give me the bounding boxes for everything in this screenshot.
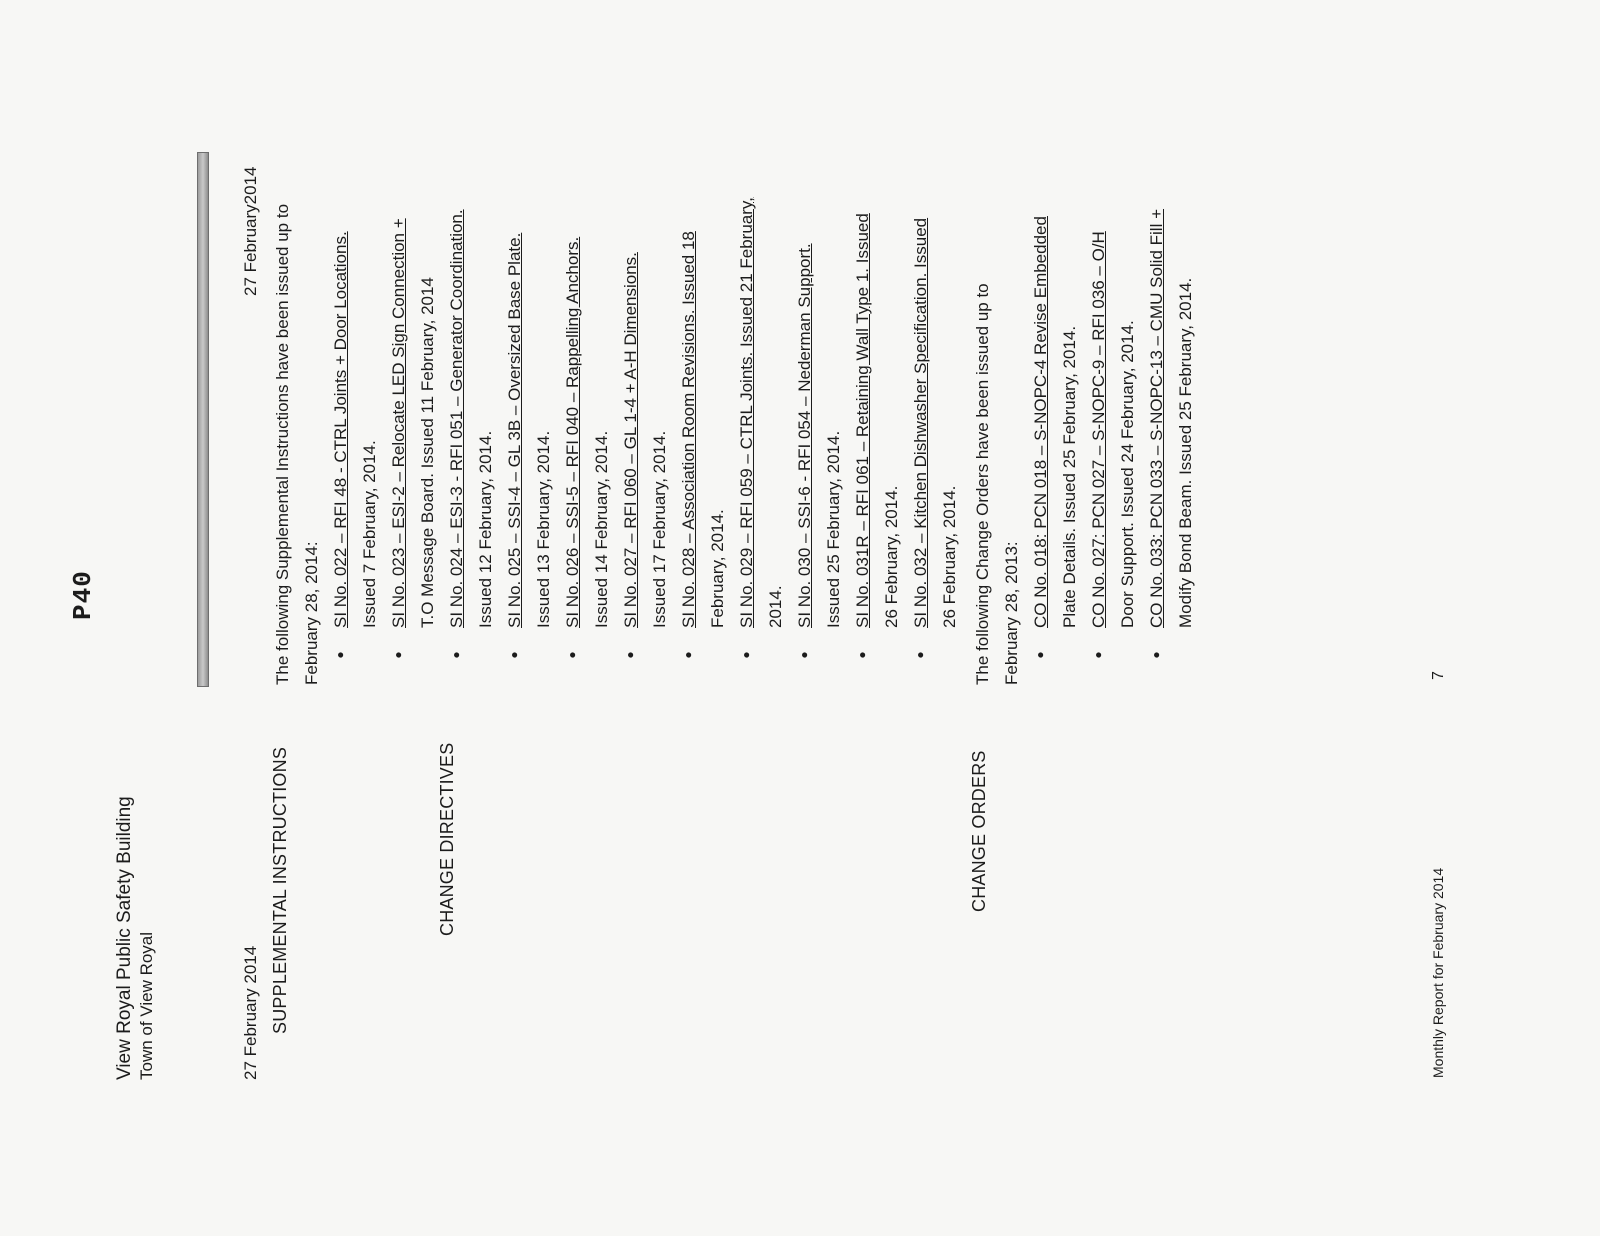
supplemental-list-block bbox=[268, 197, 964, 685]
bullet-icon: ● bbox=[623, 651, 637, 659]
si-link[interactable]: SI No. 027 – RFI 060 – GL 1-4 + A-H Dimensions. bbox=[621, 252, 640, 628]
org-title: View Royal Public Safety Building bbox=[114, 796, 135, 1080]
si-link[interactable]: SI No. 032 – Kitchen Dishwasher Specification. Issued bbox=[911, 217, 930, 628]
si-link[interactable]: SI No. 031R – RFI 061 – Retaining Wall Type 1. Issued bbox=[853, 213, 872, 628]
si-issued: 26 February, 2014. bbox=[882, 485, 901, 628]
list-item bbox=[1084, 209, 1142, 685]
bullet-icon: ● bbox=[391, 651, 405, 659]
bullet-icon: ● bbox=[1033, 651, 1047, 659]
list-item bbox=[848, 197, 906, 685]
si-link[interactable]: SI No. 025 – SSI-4 – GL 3B – Oversized Base Plate. bbox=[505, 232, 524, 628]
change-orders-block bbox=[968, 209, 1200, 685]
list-item bbox=[1142, 209, 1200, 685]
bullet-icon: ● bbox=[797, 651, 811, 659]
page-number: 7 bbox=[1430, 671, 1447, 680]
co-link[interactable]: CO No. 033: PCN 033 – S-NOPC-13 – CMU Solid Fill + bbox=[1147, 208, 1166, 628]
org-subtitle: Town of View Royal bbox=[137, 931, 156, 1080]
bullet-icon: ● bbox=[1091, 651, 1105, 659]
si-link[interactable]: SI No. 029 – RFI 059 – CTRL Joints. Issued 21 February, bbox=[737, 197, 756, 628]
si-issued: 26 February, 2014. bbox=[940, 485, 959, 628]
bullet-icon: ● bbox=[855, 651, 869, 659]
list-item bbox=[558, 197, 616, 685]
list-item bbox=[906, 197, 964, 685]
si-link[interactable]: SI No. 030 – SSI-6 - RFI 054 – Nederman Support. bbox=[795, 243, 814, 628]
si-issued: T.O Message Board. Issued 11 February, 2014 bbox=[418, 277, 437, 628]
supplemental-intro-line1: The following Supplemental Instructions have been issued up to bbox=[273, 203, 292, 685]
list-item bbox=[616, 197, 674, 685]
list-item bbox=[326, 197, 384, 685]
list-item bbox=[384, 197, 442, 685]
supplemental-items bbox=[326, 197, 964, 685]
co-link[interactable]: CO No. 018: PCN 018 – S-NOPC-4 Revise Embedded bbox=[1031, 216, 1050, 628]
bullet-icon: ● bbox=[739, 651, 753, 659]
footer-report-name: Monthly Report for February 2014 bbox=[1430, 867, 1446, 1078]
change-orders-intro-line1: The following Change Orders have been issued up to bbox=[973, 283, 992, 685]
list-item bbox=[732, 197, 790, 685]
si-link[interactable]: SI No. 024 – ESI-3 - RFI 051 – Generator Coordination. bbox=[447, 209, 466, 628]
si-link[interactable]: SI No. 028 – Association Room Revisions. Issued 18 bbox=[679, 231, 698, 628]
list-item bbox=[500, 197, 558, 685]
change-orders-intro-line2: February 28, 2013: bbox=[1002, 541, 1021, 685]
list-item bbox=[442, 197, 500, 685]
bullet-icon: ● bbox=[1149, 651, 1163, 659]
si-issued: Issued 7 February, 2014. bbox=[360, 440, 379, 628]
si-link[interactable]: SI No. 022 – RFI 48 - CTRL Joints + Door Locations. bbox=[331, 231, 350, 628]
si-link[interactable]: SI No. 023 – ESI-2 – Relocate LED Sign Connection + bbox=[389, 218, 408, 628]
supplemental-intro bbox=[268, 197, 326, 685]
section-change-directives: CHANGE DIRECTIVES bbox=[437, 742, 457, 936]
bullet-icon: ● bbox=[681, 651, 695, 659]
co-issued: Door Support. Issued 24 February, 2014. bbox=[1118, 320, 1137, 628]
si-issued: February, 2014. bbox=[708, 509, 727, 628]
header-divider bbox=[197, 152, 209, 687]
si-issued: Issued 12 February, 2014. bbox=[476, 430, 495, 628]
section-supplemental-instructions: SUPPLEMENTAL INSTRUCTIONS bbox=[270, 746, 290, 1034]
si-issued: Issued 17 February, 2014. bbox=[650, 430, 669, 628]
change-order-items bbox=[1026, 209, 1200, 685]
bullet-icon: ● bbox=[913, 651, 927, 659]
report-date: 27 February 2014 bbox=[241, 945, 260, 1080]
bullet-icon: ● bbox=[565, 651, 579, 659]
si-issued: Issued 25 February, 2014. bbox=[824, 430, 843, 628]
bullet-icon: ● bbox=[333, 651, 347, 659]
page-stamp: P40 bbox=[68, 570, 98, 620]
si-issued: Issued 13 February, 2014. bbox=[534, 430, 553, 628]
bullet-icon: ● bbox=[449, 651, 463, 659]
section-change-orders: CHANGE ORDERS bbox=[969, 750, 989, 912]
si-issued: 2014. bbox=[766, 585, 785, 628]
si-issued: Issued 14 February, 2014. bbox=[592, 430, 611, 628]
list-item bbox=[1026, 209, 1084, 685]
co-issued: Modify Bond Beam. Issued 25 February, 2014. bbox=[1176, 277, 1195, 628]
co-link[interactable]: CO No. 027: PCN 027 – S-NOPC-9 – RFI 036 – O/H bbox=[1089, 231, 1108, 628]
supplemental-intro-line2: February 28, 2014: bbox=[302, 541, 321, 685]
list-item bbox=[674, 197, 732, 685]
list-item bbox=[790, 197, 848, 685]
change-orders-intro bbox=[968, 209, 1026, 685]
co-issued: Plate Details. Issued 25 February, 2014. bbox=[1060, 325, 1079, 628]
report-date-right: 27 February2014 bbox=[241, 166, 260, 296]
bullet-icon: ● bbox=[507, 651, 521, 659]
si-link[interactable]: SI No. 026 – SSI-5 – RFI 040 – Rappelling Anchors. bbox=[563, 236, 582, 628]
